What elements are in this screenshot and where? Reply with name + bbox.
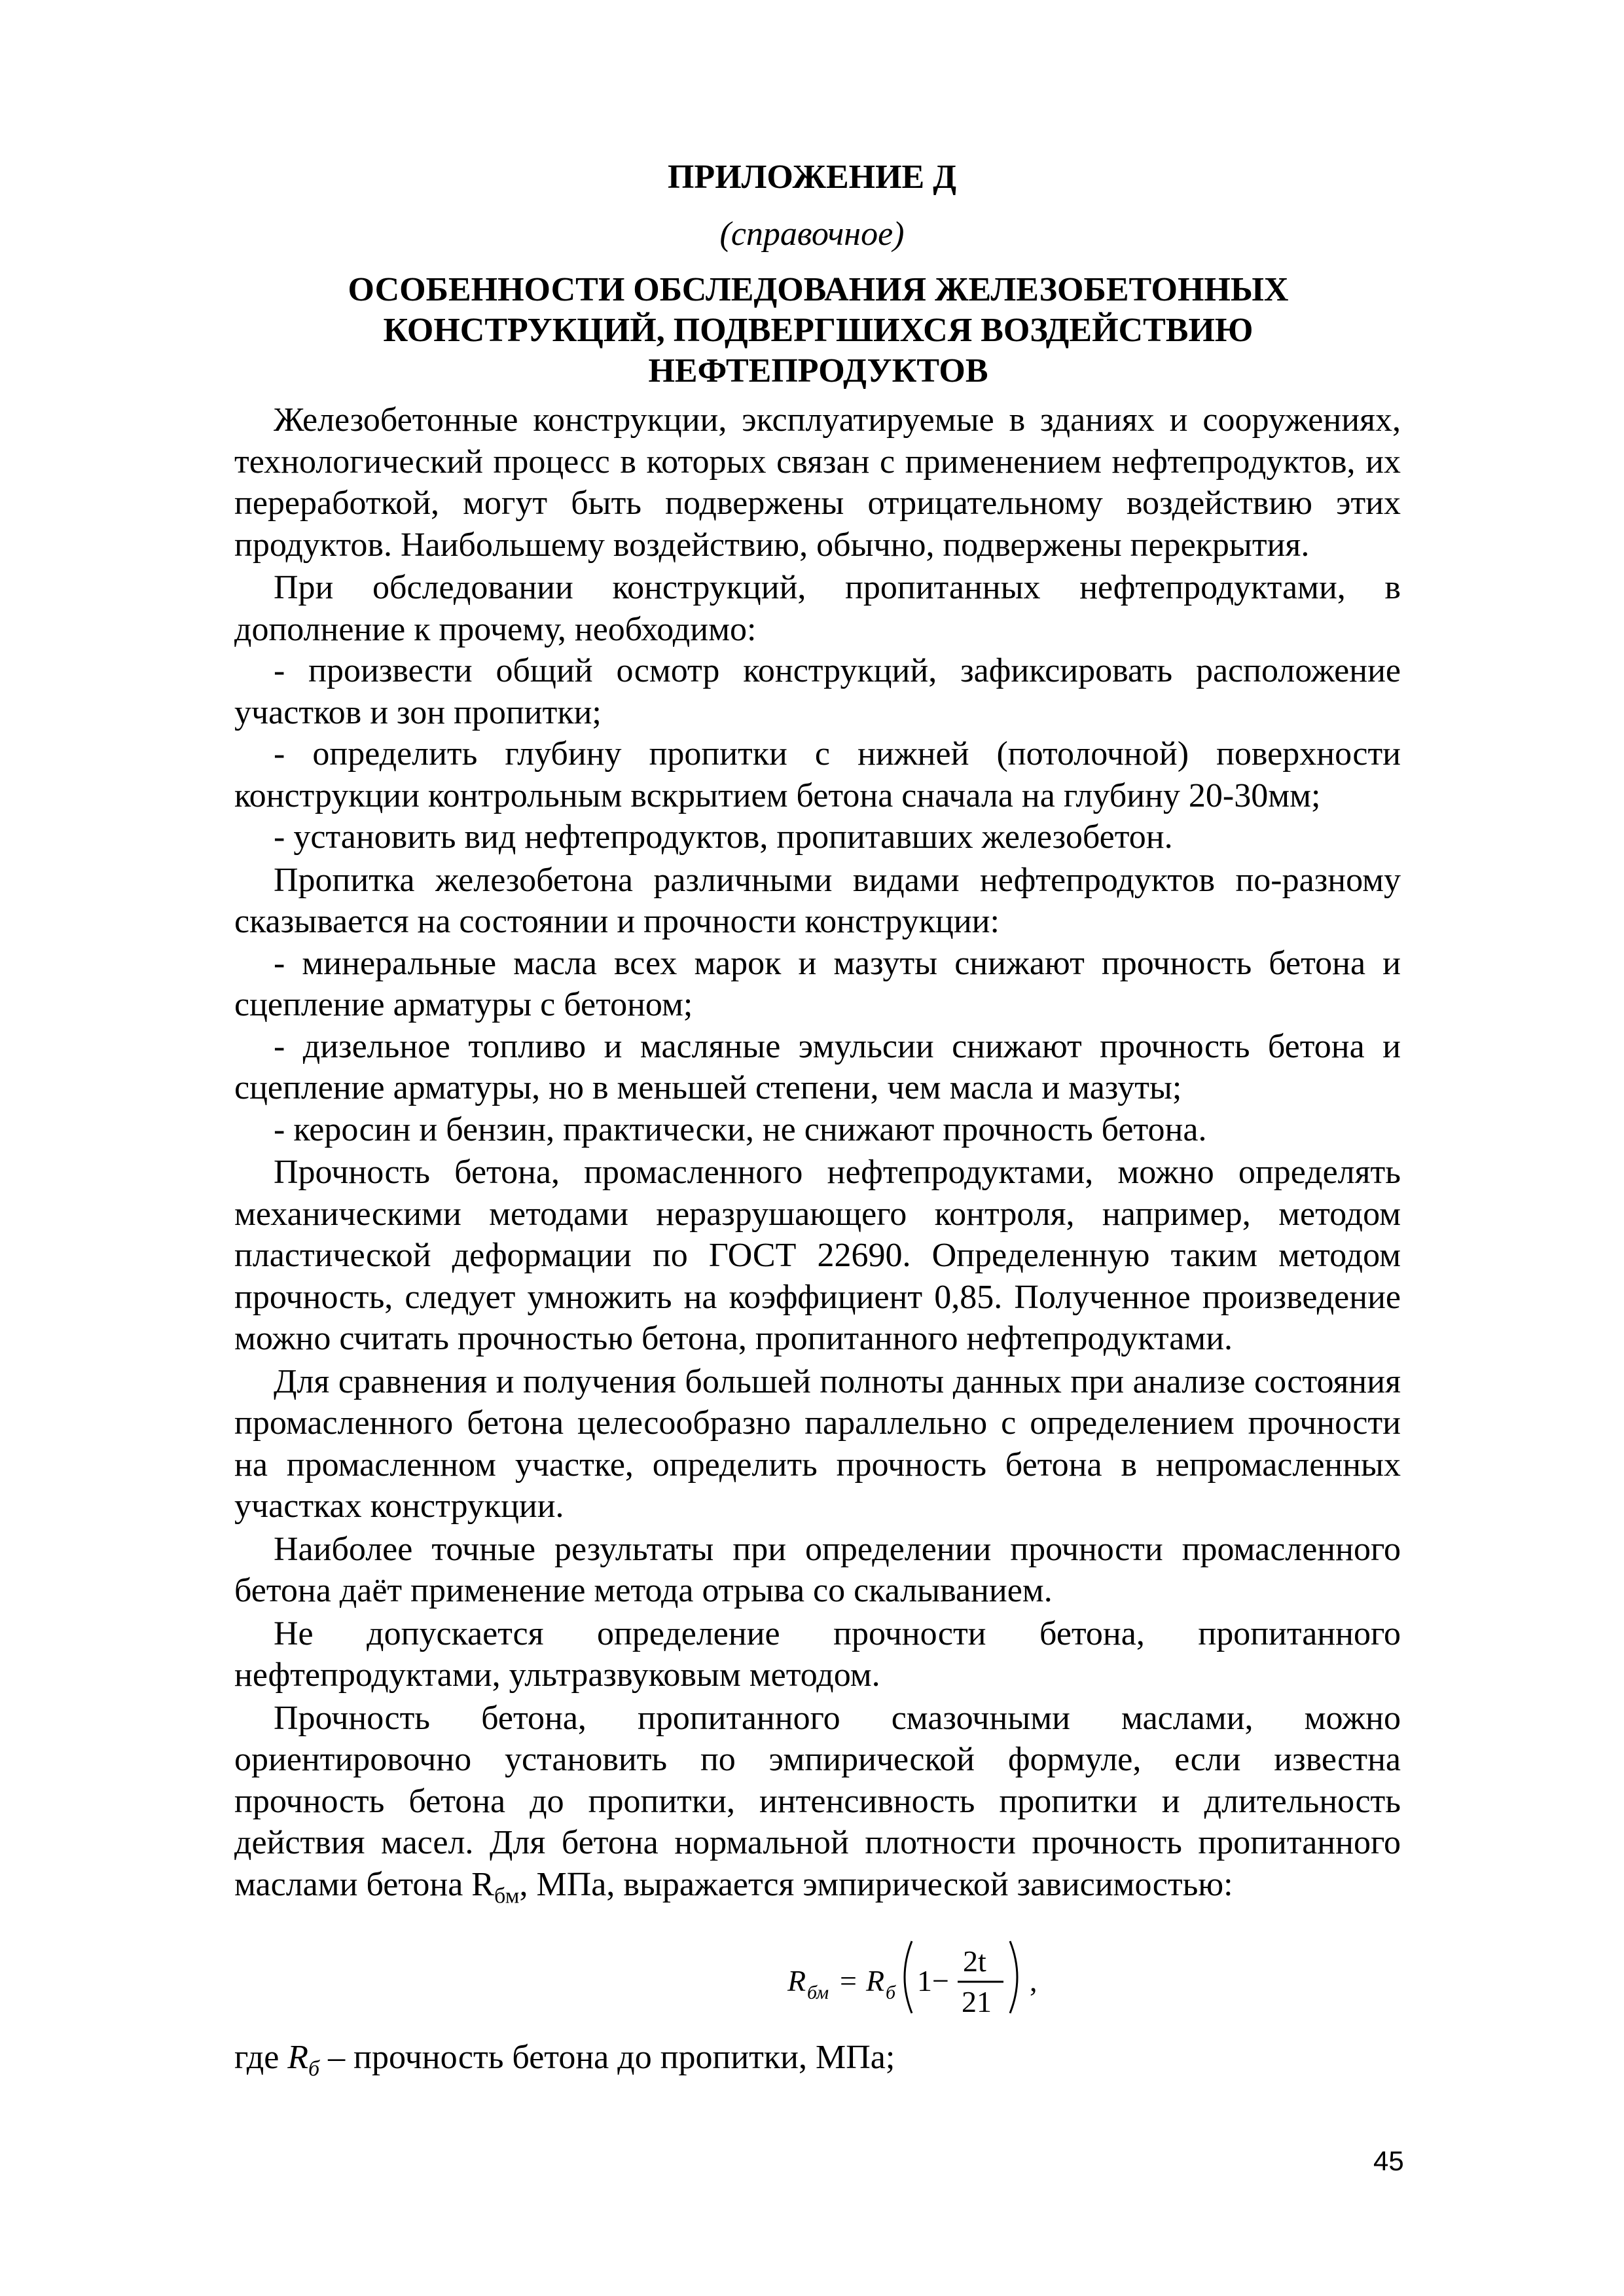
formula-rhs-subscript: б: [886, 1982, 896, 2004]
formula-equals: =: [840, 1964, 857, 1998]
paragraph: Пропитка железобетона различными видами нефтепродуктов по-разному сказывается на состоянии и прочности конструкции:: [234, 861, 1401, 940]
page-number: 45: [1373, 2145, 1404, 2176]
formula-comma: ,: [1030, 1964, 1038, 1998]
where-line: [234, 2037, 1401, 2090]
where-symbol: R: [287, 2039, 309, 2077]
where-prefix: где: [234, 2039, 288, 2077]
paragraph-text: Прочность бетона, пропитанного смазочными маслами, можно ориентировочно установить по эмпирической формуле, если известна прочность бетона до пропитки, интенсивность пропитки и длительность действия масел. Для бетона нормальной плотности прочность пропитанного маслами бетона R: [234, 1699, 1401, 1903]
list-item: - установить вид нефтепродуктов, пропитавших железобетон.: [274, 818, 1173, 856]
left-parenthesis: [905, 1941, 912, 2013]
section-title-line: ОСОБЕННОСТИ ОБСЛЕДОВАНИЯ ЖЕЛЕЗОБЕТОННЫХ: [348, 271, 1289, 308]
paragraph: Для сравнения и получения большей полноты данных при анализе состояния промасленного бетона целесообразно параллельно с определением прочности на промасленном участке, определить прочность бетона в непромасленных участках конструкции.: [234, 1362, 1401, 1525]
list-item: - керосин и бензин, практически, не снижают прочность бетона.: [274, 1110, 1207, 1148]
formula-rhs: R: [866, 1964, 885, 1998]
body-text: [234, 399, 1401, 2090]
list-item: - произвести общий осмотр конструкций, зафиксировать расположение участков и зон пропитки;: [234, 652, 1401, 731]
paragraph: При обследовании конструкций, пропитанных нефтепродуктами, в дополнение к прочему, необходимо:: [234, 569, 1401, 648]
right-parenthesis: [1010, 1941, 1017, 2013]
paragraph: [234, 1698, 1401, 1917]
formula-one-minus: 1−: [917, 1964, 949, 1998]
formula-denominator: 21: [962, 1985, 992, 2019]
paragraph: Прочность бетона, промасленного нефтепродуктами, можно определять механическими методами неразрушающего контроля, например, методом пластической деформации по ГОСТ 22690. Определенную таким методом прочность, следует умножить на коэффициент 0,85. Полученное произведение можно считать прочностью бетона, пропитанного нефтепродуктами.: [234, 1154, 1401, 1357]
formula-graphic: [781, 1922, 1121, 2033]
formula-lhs-subscript: бм: [807, 1982, 829, 2004]
formula-lhs: R: [787, 1964, 806, 1998]
appendix-subtitle: (справочное): [719, 215, 905, 253]
where-text: – прочность бетона до пропитки, МПа;: [319, 2039, 895, 2077]
list-item: - дизельное топливо и масляные эмульсии снижают прочность бетона и сцепление арматуры, но в меньшей степени, чем масла и мазуты;: [234, 1027, 1401, 1106]
list-item: - минеральные масла всех марок и мазуты снижают прочность бетона и сцепление арматуры с бетоном;: [234, 944, 1401, 1023]
list-item: - определить глубину пропитки с нижней (потолочной) поверхности конструкции контрольным вскрытием бетона сначала на глубину 20-30мм;: [234, 735, 1401, 814]
section-title-line: КОНСТРУКЦИЙ, ПОДВЕРГШИХСЯ ВОЗДЕЙСТВИЮ: [383, 312, 1254, 349]
where-subscript: б: [308, 2056, 320, 2081]
section-title: [314, 270, 1322, 392]
subscript: бм: [494, 1883, 520, 1908]
paragraph: Железобетонные конструкции, эксплуатируемые в зданиях и сооружениях, технологический процесс в которых связан с применением нефтепродуктов, их переработкой, могут быть подвержены отрицательному воздействию этих продуктов. Наибольшему воздействию, обычно, подвержены перекрытия.: [234, 401, 1401, 564]
appendix-title: ПРИЛОЖЕНИЕ Д: [667, 158, 956, 196]
paragraph: Наиболее точные результаты при определении прочности промасленного бетона даёт применение метода отрыва со скалыванием.: [234, 1530, 1401, 1609]
formula: [234, 1922, 1401, 2033]
paragraph-text: , МПа, выражается эмпирической зависимостью:: [519, 1865, 1233, 1903]
section-title-line: НЕФТЕПРОДУКТОВ: [648, 352, 988, 390]
formula-numerator: 2t: [963, 1944, 986, 1978]
paragraph: Не допускается определение прочности бетона, пропитанного нефтепродуктами, ультразвуковым методом.: [234, 1614, 1401, 1694]
